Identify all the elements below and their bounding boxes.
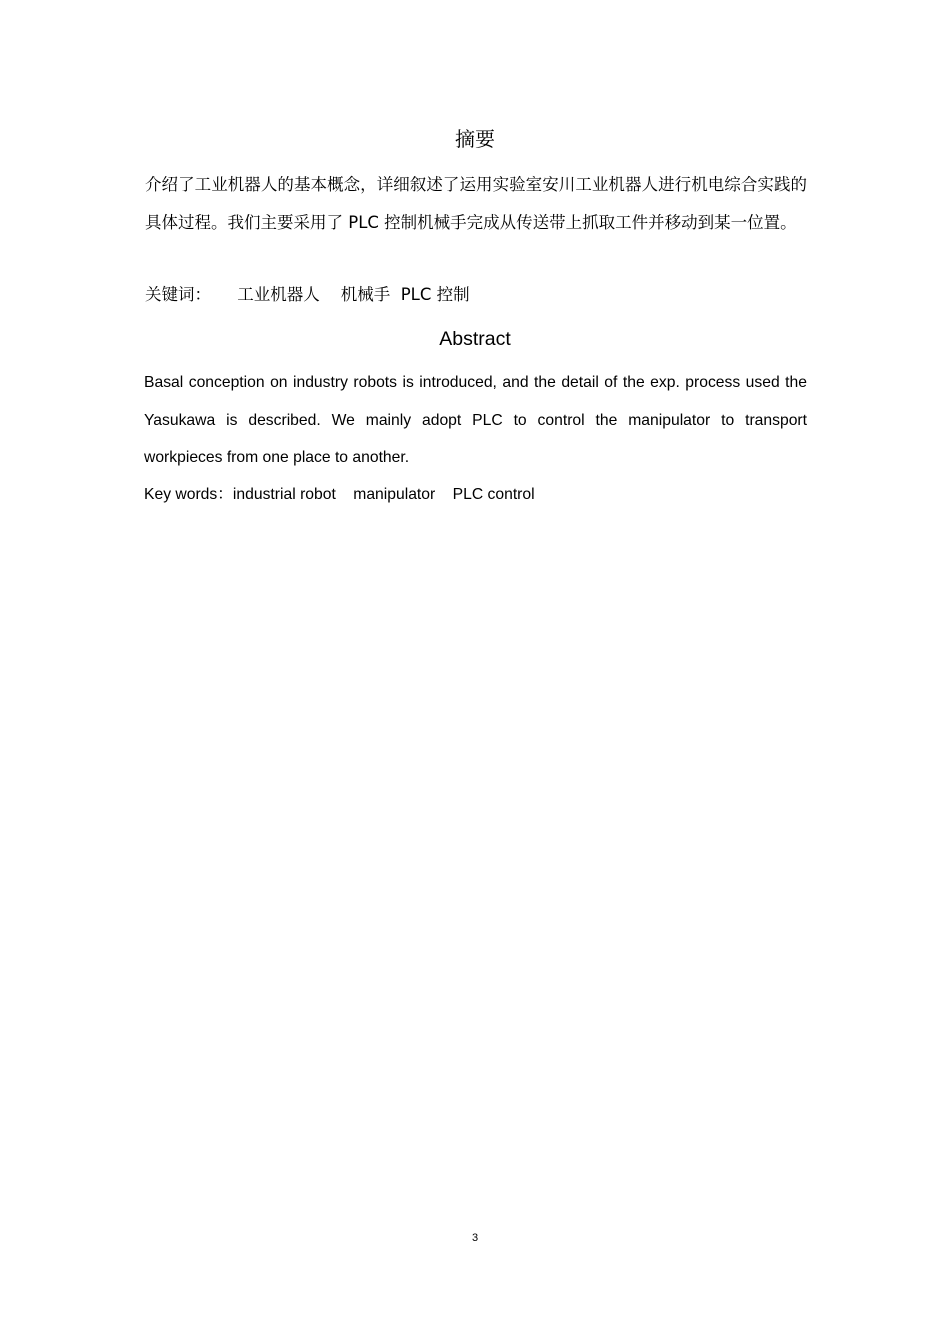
chinese-keywords: 关键词： 工业机器人 机械手 PLC 控制 xyxy=(145,285,470,304)
english-abstract-title: Abstract xyxy=(439,328,511,350)
chinese-abstract-body: 介绍了工业机器人的基本概念，详细叙述了运用实验室安川工业机器人进行机电综合实践的具体过程。我们主要采用了 PLC 控制机械手完成从传送带上抓取工件并移动到某一位置。 xyxy=(145,175,807,232)
english-abstract-body: Basal conception on industry robots is introduced, and the detail of the exp. process used the Yasukawa is described. We mainly adopt PLC to control the manipulator to transport workpieces from one place to another. xyxy=(144,374,807,466)
chinese-abstract-title: 摘要 xyxy=(455,127,495,151)
page-number: 3 xyxy=(471,1232,479,1244)
english-keywords: Key words：industrial robot manipulator PLC control xyxy=(144,486,535,503)
